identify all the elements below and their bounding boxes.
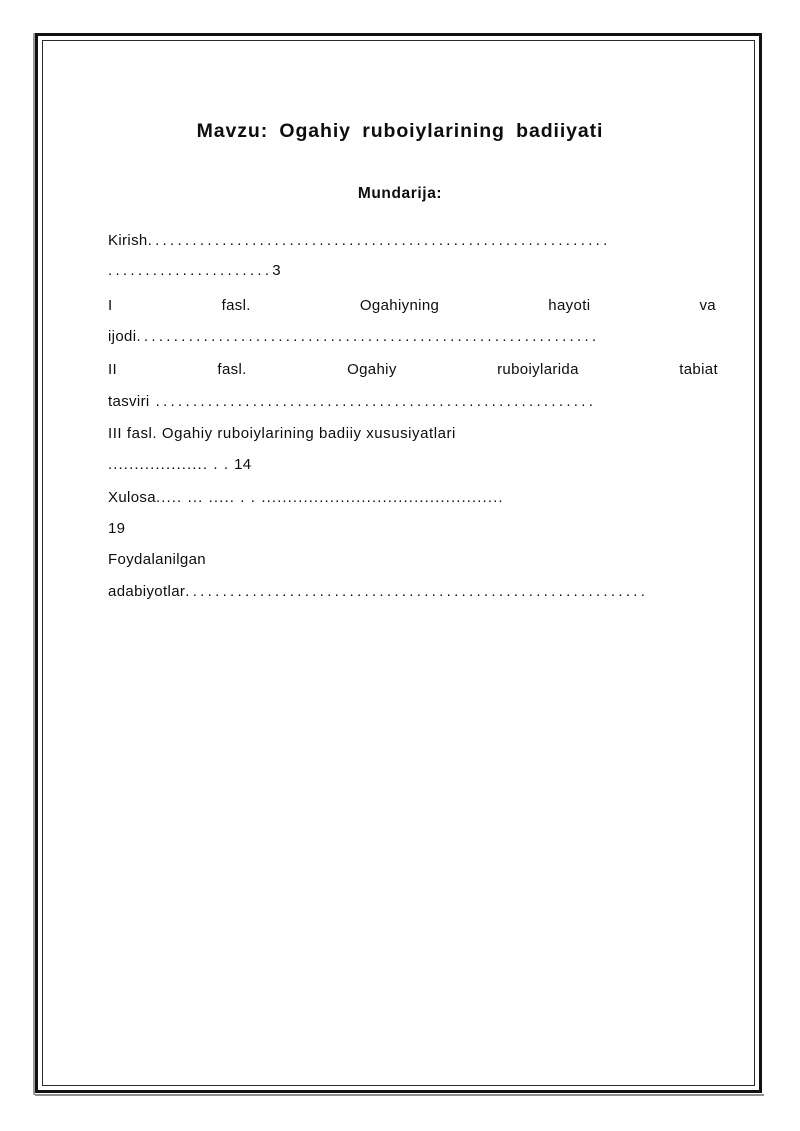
toc-entry-word: fasl. [217,361,247,378]
toc-dot-leader: ..... ... ..... . . .............................................. [155,489,504,506]
toc-entry-adabiyotlar-continuation [108,584,648,600]
toc-entry-word: tabiat [679,361,718,378]
table-of-contents-heading: Mundarija: [357,185,443,202]
toc-entry-fasl-2 [108,361,718,378]
toc-entry-fasl-3-continuation [108,457,251,473]
toc-page-number: 19 [108,520,126,537]
toc-entry-word: va [699,297,716,314]
toc-entry-adabiyotlar [108,552,206,568]
toc-entry-word: hayoti [548,297,591,314]
toc-entry-word: II [108,361,118,378]
toc-entry-label: Foydalanilgan [108,551,206,568]
toc-entry-fasl-1-continuation [108,329,599,345]
toc-entry-label: ijodi [108,328,137,345]
toc-dot-leader: .............................................................. [147,232,611,249]
toc-entry-label: tasviri [108,393,150,410]
toc-entry-word: ruboiylarida [497,361,579,378]
toc-entry-label: adabiyotlar [108,583,186,600]
toc-entry-fasl-3 [108,426,456,442]
page-title: Mavzu: Ogahiy ruboiylarining badiiyati [196,120,604,142]
toc-entry-fasl-2-continuation [108,394,596,410]
toc-entry-fasl-1 [108,297,716,314]
toc-dot-leader: .............................................................. [185,583,649,600]
toc-entry-word: Ogahiy [347,361,397,378]
toc-entry-xulosa-page [108,521,125,537]
toc-entry-label: Xulosa [108,489,156,506]
toc-dot-leader: .............................................................. [136,328,600,345]
toc-dot-leader: ........................................................... [155,393,597,410]
toc-entry-word: fasl. [221,297,251,314]
toc-dot-leader: ................... . . [108,456,230,473]
toc-entry-xulosa [108,490,504,506]
toc-entry-label: III fasl. Ogahiy ruboiylarining badiiy xususiyatlari [108,425,456,442]
toc-entry-kirish-continuation [108,263,281,279]
toc-entry-label: Kirish [108,232,148,249]
toc-dot-leader: ...................... [108,262,273,279]
toc-entry-word: Ogahiyning [359,297,440,314]
toc-page-number: 3 [272,262,281,279]
toc-entry-word: I [108,297,113,314]
toc-page-number: 14 [234,456,252,473]
toc-entry-kirish [108,233,611,249]
